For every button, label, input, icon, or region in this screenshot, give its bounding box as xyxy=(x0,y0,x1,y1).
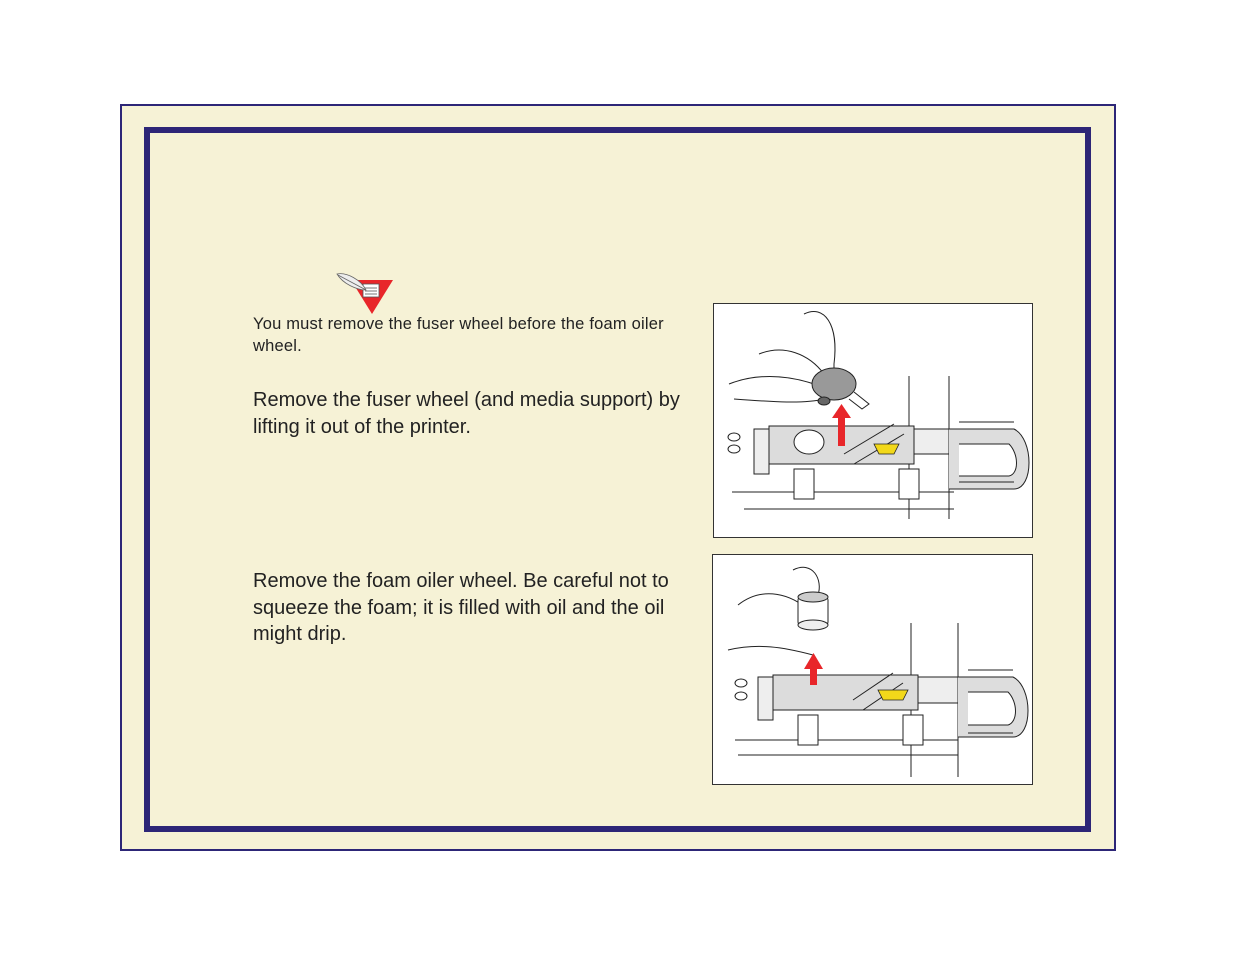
step-2-text: Remove the foam oiler wheel. Be careful not to squeeze the foam; it is filled with oil and the oil might drip. xyxy=(253,570,669,645)
foam-oiler-wheel-removal-illustration xyxy=(712,554,1033,785)
fuser-wheel-removal-illustration xyxy=(713,303,1033,538)
content-frame xyxy=(144,127,1091,832)
note-quill-icon xyxy=(335,272,395,316)
page-outer-frame xyxy=(120,104,1116,851)
note-text: You must remove the fuser wheel before the foam oiler wheel. xyxy=(253,315,664,355)
step-1-text: Remove the fuser wheel (and media support) by lifting it out of the printer. xyxy=(253,389,680,438)
